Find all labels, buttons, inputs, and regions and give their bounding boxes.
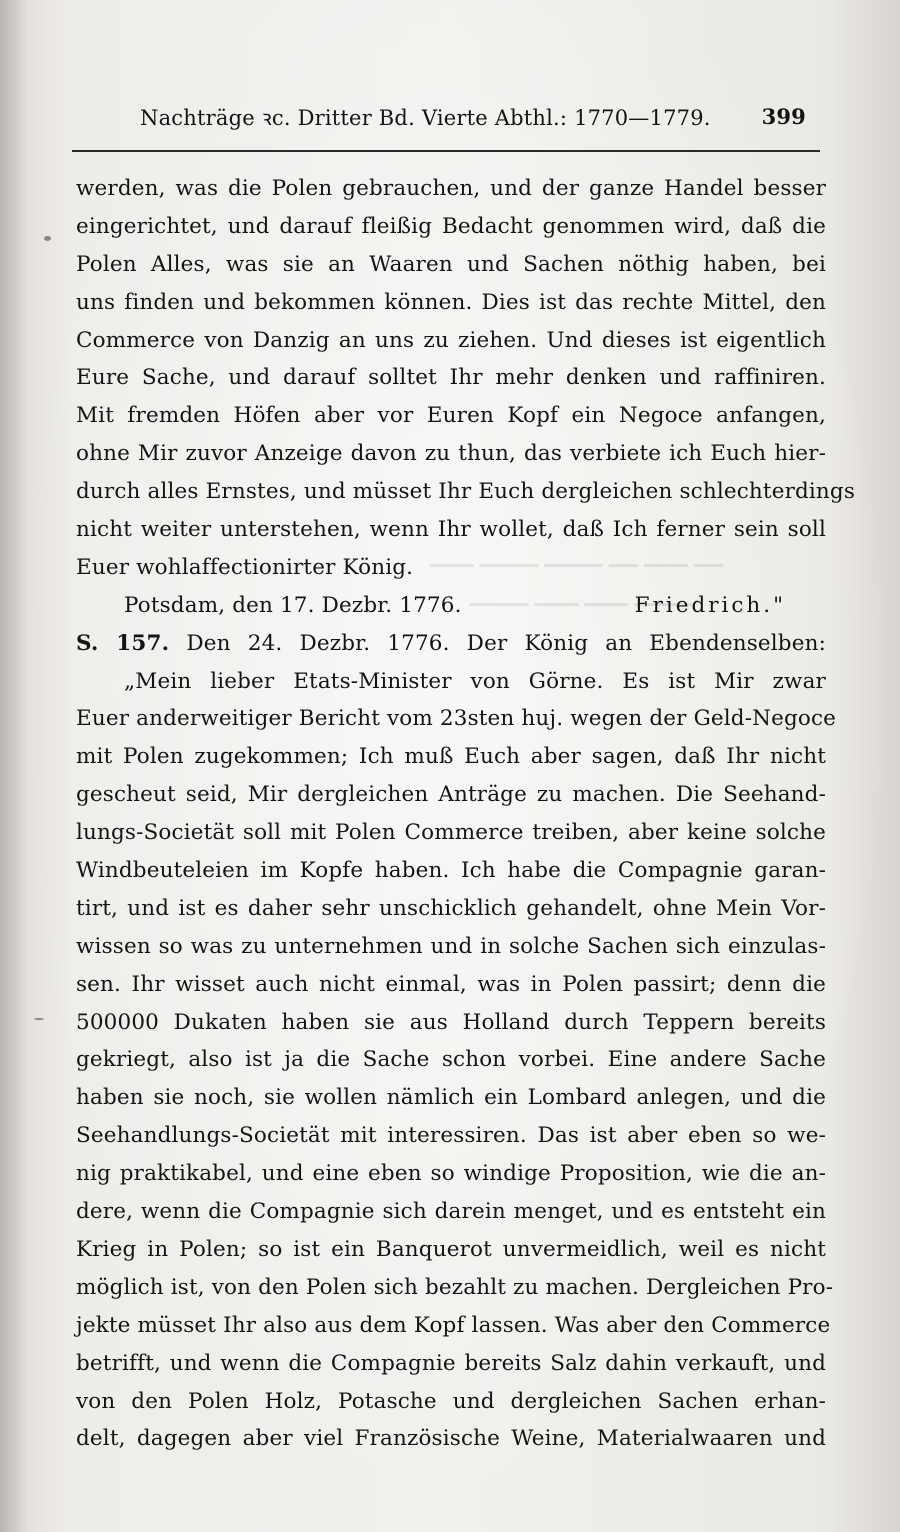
page-number: 399 <box>761 104 806 129</box>
letter-line: Euer anderweitiger Bericht vom 23sten huj. wegen der Geld-Negoce <box>76 706 837 732</box>
entry-heading-text: Den 24. Dezbr. 1776. Der König an Ebendenselben: <box>186 630 826 656</box>
letter-line: betrifft, und wenn die Compagnie bereits Salz dahin verkauft, und <box>76 1350 826 1376</box>
ink-speck <box>34 1018 44 1020</box>
text-line: werden, was die Polen gebrauchen, und der ganze Handel besser <box>76 176 826 201</box>
letter-line: sen. Ihr wisset auch nicht einmal, was in Polen passirt; denn die <box>76 971 826 997</box>
letter-line: „Mein lieber Etats-Minister von Görne. Es ist Mir zwar <box>124 668 826 694</box>
text-line: durch alles Ernstes, und müsset Ihr Euch dergleichen schlechterdings <box>76 479 856 505</box>
letter-line: Krieg in Polen; so ist ein Banquerot unvermeidlich, weil es nicht <box>76 1236 826 1262</box>
letter-line: wissen so was zu unternehmen und in solche Sachen sich einzulas- <box>76 933 826 959</box>
letter-line: lungs-Societät soll mit Polen Commerce treiben, aber keine solche <box>76 820 826 846</box>
letter-line: haben sie noch, sie wollen nämlich ein Lombard anlegen, und die <box>76 1085 826 1111</box>
letter-line: jekte müsset Ihr also aus dem Kopf lassen. Was aber den Commerce <box>76 1312 831 1338</box>
signer-name: Friedrich." <box>634 592 786 618</box>
text-line: nicht weiter unterstehen, wenn Ihr wollet, daß Ich ferner sein soll <box>76 517 826 543</box>
signature-line <box>76 587 826 625</box>
letter-line: mit Polen zugekommen; Ich muß Euch aber sagen, daß Ihr nicht <box>76 744 826 770</box>
header-rule <box>72 150 820 152</box>
entry-number: S. 157. <box>76 630 170 656</box>
running-header <box>134 100 814 136</box>
letter-line: möglich ist, von den Polen sich bezahlt zu machen. Dergleichen Pro- <box>76 1274 834 1300</box>
letter-line: dere, wenn die Compagnie sich darein menget, und es entsteht ein <box>76 1199 826 1225</box>
body-text <box>76 170 856 1458</box>
text-line: ohne Mir zuvor Anzeige davon zu thun, das verbiete ich Euch hier- <box>76 441 826 467</box>
entry-heading <box>76 625 826 663</box>
show-through-text: ▔▔ ▔▔▔ ▔▔ ▔▔▔▔ ▔▔▔▔ ▔▔▔ <box>430 565 724 587</box>
text-line: Polen Alles, was sie an Waaren und Sachen nöthig haben, bei <box>76 251 826 277</box>
letter-line: tirt, und ist es daher sehr unschicklich gehandelt, ohne Mein Vor- <box>76 895 826 921</box>
text-line: uns finden und bekommen können. Dies ist das rechte Mittel, den <box>76 289 826 315</box>
place-date: Potsdam, den 17. Dezbr. 1776. <box>124 592 462 618</box>
letter-line: delt, dagegen aber viel Französische Weine, Materialwaaren und <box>76 1426 826 1452</box>
running-title: Nachträge ꝛc. Dritter Bd. Vierte Abthl.: 1770—1779. <box>140 106 711 130</box>
text-line: Commerce von Danzig an uns zu ziehen. Und dieses ist eigentlich <box>76 327 826 353</box>
text-line: eingerichtet, und darauf fleißig Bedacht genommen wird, daß die <box>76 213 826 239</box>
letter-line: gescheut seid, Mir dergleichen Anträge zu machen. Die Seehand- <box>76 782 826 808</box>
ink-speck <box>44 236 51 241</box>
letter-line: Seehandlungs-Societät mit interessiren. Das ist aber eben so we- <box>76 1123 826 1149</box>
letter-line: 500000 Dukaten haben sie aus Holland durch Teppern bereits <box>76 1009 826 1035</box>
letter-line: gekriegt, also ist ja die Sache schon vorbei. Eine andere Sache <box>76 1047 826 1073</box>
letter-line: nig praktikabel, und eine eben so windige Proposition, wie die an- <box>76 1161 826 1187</box>
letter-line: von den Polen Holz, Potasche und dergleichen Sachen erhan- <box>76 1388 826 1414</box>
text-line-closing: Euer wohlaffectionirter König. <box>76 554 414 580</box>
show-through-text: ▔▔▔▔ ▔▔▔ ▔▔▔ ▔▔▔▔ <box>470 604 693 626</box>
text-line: Mit fremden Höfen aber vor Euren Kopf ein Negoce anfangen, <box>76 403 826 429</box>
text-line: Eure Sache, und darauf solltet Ihr mehr denken und raffiniren. <box>76 365 826 391</box>
letter-line: Windbeuteleien im Kopfe haben. Ich habe die Compagnie garan- <box>76 858 826 884</box>
